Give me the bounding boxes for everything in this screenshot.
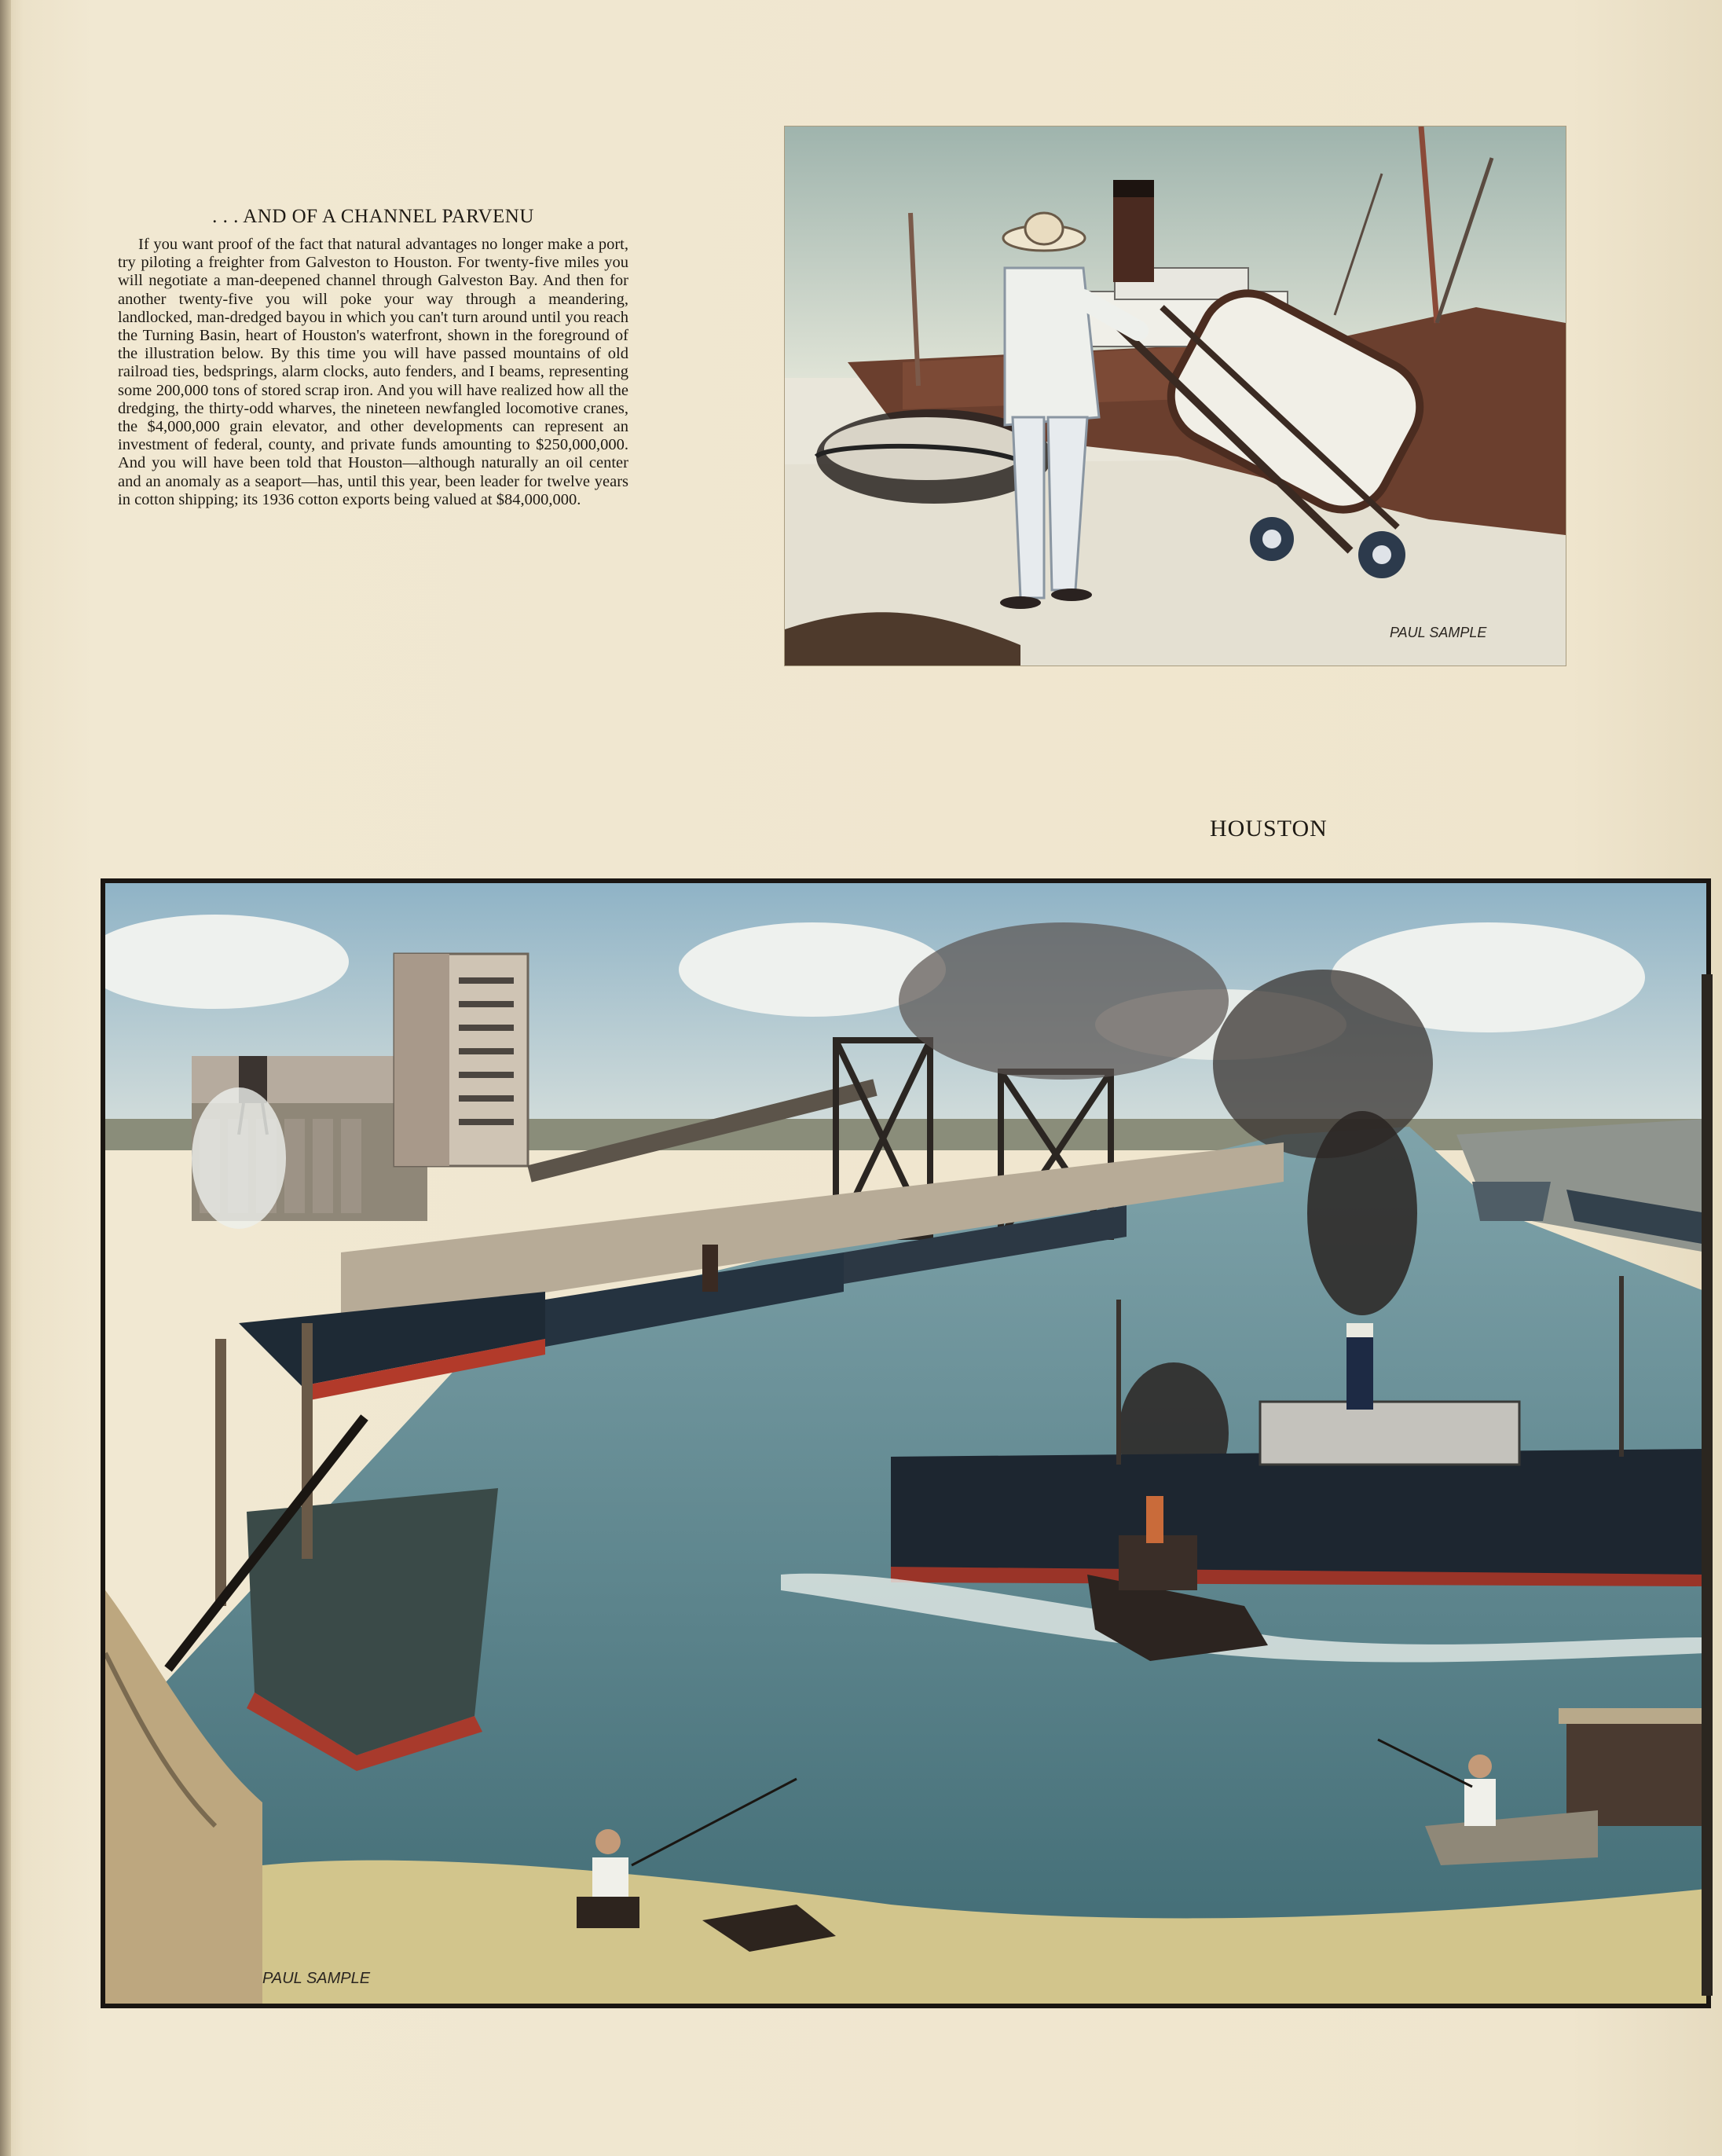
article-headline: . . . AND OF A CHANNEL PARVENU <box>212 206 534 227</box>
houston-harbor-illustration <box>101 878 1711 2008</box>
top-illustration-signature: PAUL SAMPLE <box>1390 625 1487 640</box>
houston-harbor-painting <box>105 883 1706 2004</box>
main-illustration-signature: PAUL SAMPLE <box>262 1970 371 1987</box>
page-spine-shadow <box>0 0 11 2156</box>
article-body: If you want proof of the fact that natural advantages no longer make a port, try piloting a freighter from Galveston to Houston. For twenty-five miles you will negotiate a man-deepened channel through Galveston Bay. And then for another twenty-five you will poke your way through a meandering, landlocked, man-dredged bayou in which you can't turn around until you reach the Turning Basin, heart of Houston's waterfront, shown in the foreground of the illustration below. By this time you will have passed mountains of old railroad ties, bedsprings, alarm clocks, auto fenders, and I beams, representing some 200,000 tons of stored scrap iron. And you will have realized how all the dredging, the thirty-odd wharves, the nineteen newfangled locomotive cranes, the $4,000,000 grain elevator, and other developments can represent an investment of federal, county, and private funds amounting to $250,000,000. And you will have been told that Houston—although naturally an oil center and an anomaly as a seaport—has, until this year, been leader for twelve years in cotton shipping; its 1936 cotton exports being valued at $84,000,000. <box>118 236 628 508</box>
section-label: HOUSTON <box>1210 816 1328 842</box>
dock-worker-painting <box>785 126 1566 666</box>
facing-page-edge <box>1702 974 1713 1996</box>
dock-worker-illustration <box>784 126 1566 666</box>
article-column <box>118 206 628 509</box>
